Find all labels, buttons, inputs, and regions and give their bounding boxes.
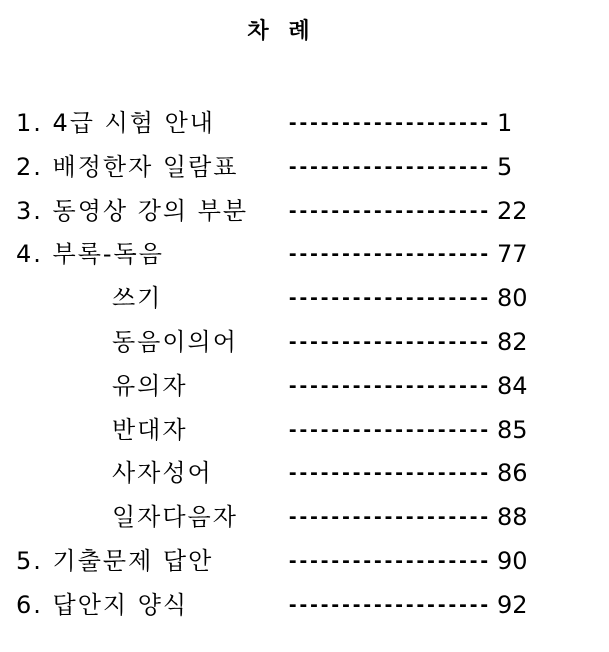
toc-entry-label: 2. 배정한자 일람표 <box>16 152 239 181</box>
toc-entry-leader: ------------------- <box>287 330 490 353</box>
toc-entry-page: 80 <box>497 284 528 313</box>
toc-entry-page: 82 <box>497 327 528 356</box>
toc-entry-leader: ------------------- <box>287 549 490 572</box>
toc-entry-label: 유의자 <box>112 371 188 400</box>
toc-entry-label: 사자성어 <box>112 459 213 488</box>
toc-subentry <box>0 496 609 540</box>
toc-entry-leader: ------------------- <box>287 593 490 616</box>
toc-entry-page: 86 <box>497 459 528 488</box>
toc-entry-page: 5 <box>497 152 513 181</box>
toc-entry-label: 쓰기 <box>112 284 163 313</box>
toc-entry-leader: ------------------- <box>287 199 490 222</box>
toc-entry-leader: ------------------- <box>287 418 490 441</box>
toc-entry-leader: ------------------- <box>287 462 490 485</box>
toc-subentry <box>0 365 609 409</box>
toc-entry-page: 77 <box>497 240 528 269</box>
toc-subentry <box>0 409 609 453</box>
toc-entry-leader: ------------------- <box>287 155 490 178</box>
toc-entry-label: 동음이의어 <box>112 327 238 356</box>
toc-subentry <box>0 277 609 321</box>
toc-entry-page: 85 <box>497 415 528 444</box>
toc-entry-page: 1 <box>497 109 513 137</box>
table-of-contents <box>0 102 609 628</box>
toc-entry-page: 88 <box>497 503 528 532</box>
toc-entry-page: 84 <box>497 371 528 400</box>
toc-entry <box>0 190 609 234</box>
toc-entry-label: 3. 동영상 강의 부분 <box>16 196 249 225</box>
page-title: 차 례 <box>247 19 316 44</box>
toc-entry-leader: ------------------- <box>287 287 490 310</box>
toc-entry-label: 5. 기출문제 답안 <box>16 546 214 575</box>
toc-entry-label: 4. 부록-독음 <box>16 240 164 269</box>
toc-entry-leader: ------------------- <box>287 243 490 266</box>
toc-entry-page: 92 <box>497 590 528 619</box>
toc-entry <box>0 233 609 277</box>
toc-subentry <box>0 321 609 365</box>
toc-entry-leader: ------------------- <box>287 506 490 529</box>
toc-entry <box>0 584 609 628</box>
toc-entry <box>0 102 609 146</box>
toc-entry-label: 1. 4급 시험 안내 <box>16 109 215 137</box>
toc-entry <box>0 540 609 584</box>
toc-entry-label: 6. 답안지 양식 <box>16 590 189 619</box>
toc-entry-label: 일자다음자 <box>112 503 238 532</box>
toc-entry-leader: ------------------- <box>287 112 490 134</box>
toc-entry-page: 90 <box>497 546 528 575</box>
toc-subentry <box>0 452 609 496</box>
toc-entry-label: 반대자 <box>112 415 188 444</box>
toc-entry <box>0 146 609 190</box>
toc-entry-page: 22 <box>497 196 528 225</box>
toc-entry-leader: ------------------- <box>287 374 490 397</box>
